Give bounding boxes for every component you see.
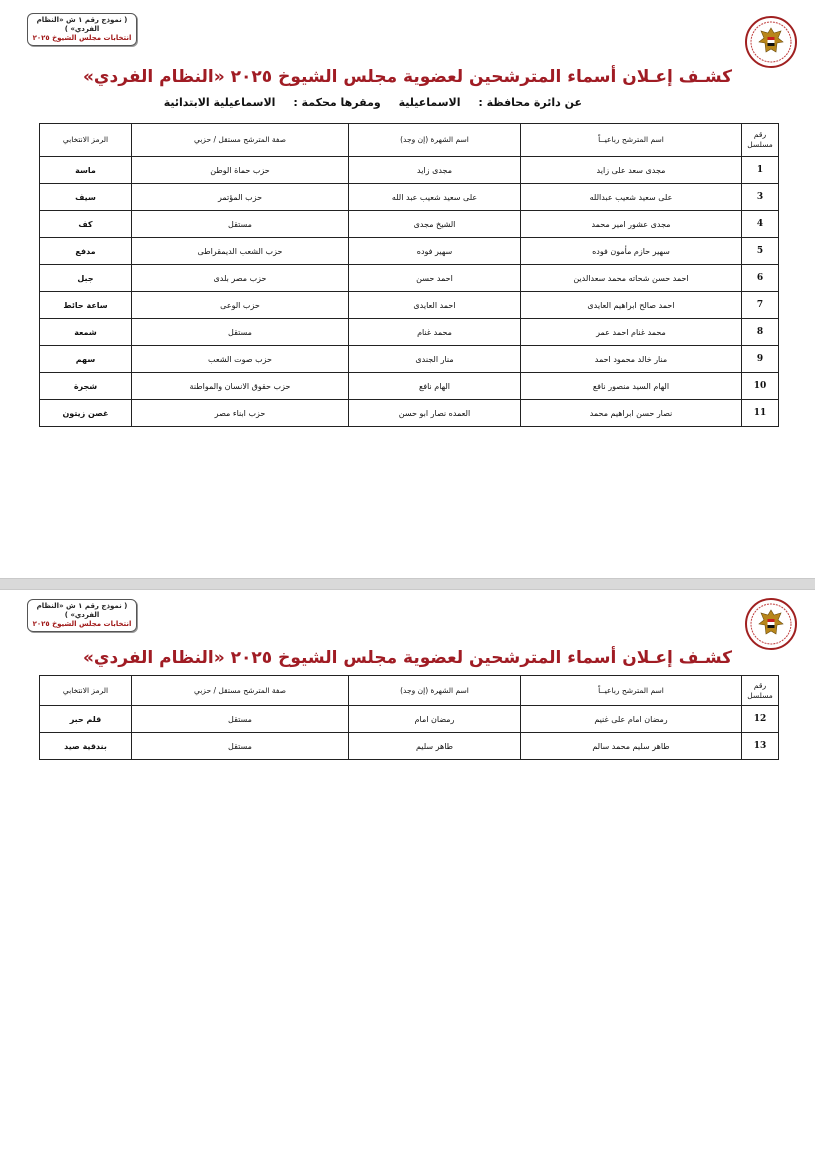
cell-name: مجدى سعد على زايد [521,157,742,184]
cell-status: حزب الشعب الديمقراطى [132,238,349,265]
table-row [40,265,779,292]
cell-nickname: رمضان امام [349,706,521,733]
table-row [40,184,779,211]
cell-status: مستقل [132,733,349,760]
cell-nickname: الهام نافع [349,373,521,400]
cell-status: مستقل [132,706,349,733]
cell-symbol: كف [40,211,132,238]
cell-symbol: قلم حبر [40,706,132,733]
cell-symbol: بندقية صيد [40,733,132,760]
cell-nickname: طاهر سليم [349,733,521,760]
cell-symbol: غصن زيتون [40,400,132,427]
cell-status: حزب ابناء مصر [132,400,349,427]
cell-serial: 13 [742,733,779,760]
table-row [40,292,779,319]
header-symbol: الرمز الانتخابي [40,676,132,706]
court-value: الاسماعيلية الابتدائية [163,96,276,109]
table-header-row [40,124,779,157]
table-row [40,733,779,760]
cell-serial: 11 [742,400,779,427]
cell-name: احمد صالح ابراهيم العايدى [521,292,742,319]
table-row [40,319,779,346]
cell-symbol: شجرة [40,373,132,400]
cell-name: مجدى عشور امير محمد [521,211,742,238]
cell-status: حزب صوت الشعب [132,346,349,373]
cell-serial: 6 [742,265,779,292]
table-row [40,238,779,265]
district-label: عن دائرة محافظة : [478,96,582,109]
cell-serial: 4 [742,211,779,238]
header-serial: رقم مسلسل [742,124,779,157]
table-row [40,400,779,427]
cell-symbol: مدفع [40,238,132,265]
cell-status: حزب حقوق الانسان والمواطنة [132,373,349,400]
cell-symbol: ساعة حائط [40,292,132,319]
table-row [40,373,779,400]
candidates-table [39,675,779,760]
header-nickname: اسم الشهرة (إن وجد) [349,124,521,157]
candidates-table [39,123,779,427]
page-title: كشـف إعـلان أسماء المترشحين لعضوية مجلس الشيوخ ٢٠٢٥ «النظام الفردي» [82,648,733,668]
header-status: صفة المترشح مستقل / حزبي [132,124,349,157]
cell-status: حزب حماة الوطن [132,157,349,184]
district-line [150,96,582,109]
form-label-box [27,599,137,632]
table-header-row [40,676,779,706]
cell-nickname: احمد حسن [349,265,521,292]
cell-serial: 1 [742,157,779,184]
cell-nickname: على سعيد شعيب عبد الله [349,184,521,211]
cell-nickname: الشيخ مجدى [349,211,521,238]
cell-serial: 12 [742,706,779,733]
page-title: كشـف إعـلان أسماء المترشحين لعضوية مجلس الشيوخ ٢٠٢٥ «النظام الفردي» [82,67,733,87]
cell-symbol: جبل [40,265,132,292]
court-label: ومقرها محكمة : [293,96,381,109]
cell-name: محمد غنام احمد عمر [521,319,742,346]
cell-status: حزب المؤتمر [132,184,349,211]
cell-name: سهير حازم مأمون فوده [521,238,742,265]
form-label-box [27,13,137,46]
header-symbol: الرمز الانتخابي [40,124,132,157]
cell-nickname: منار الجندى [349,346,521,373]
district-value: الاسماعيلية [398,96,461,109]
cell-serial: 7 [742,292,779,319]
header-status: صفة المترشح مستقل / حزبي [132,676,349,706]
document-page-2 [0,590,815,1156]
table-row [40,157,779,184]
cell-name: منار خالد محمود احمد [521,346,742,373]
cell-name: احمد حسن شحاته محمد سعدالدين [521,265,742,292]
cell-nickname: احمد العايدى [349,292,521,319]
cell-serial: 3 [742,184,779,211]
cell-name: نصار حسن ابراهيم محمد [521,400,742,427]
egypt-eagle-emblem-icon [745,598,797,650]
form-label-line2: انتخابات مجلس الشيوخ ٢٠٢٥ [32,34,132,42]
egypt-eagle-emblem-icon [745,16,797,68]
cell-status: حزب الوعى [132,292,349,319]
header-nickname: اسم الشهرة (إن وجد) [349,676,521,706]
header-name: اسم المترشح رباعيــاً [521,124,742,157]
table-row [40,346,779,373]
cell-nickname: العمده نصار ابو حسن [349,400,521,427]
cell-serial: 5 [742,238,779,265]
cell-nickname: سهير فوده [349,238,521,265]
cell-serial: 8 [742,319,779,346]
cell-symbol: شمعة [40,319,132,346]
form-label-line1: ( نموذج رقم ١ ش «النظام الفردي» ) [36,16,128,33]
cell-status: حزب مصر بلدى [132,265,349,292]
cell-nickname: محمد غنام [349,319,521,346]
form-label-line2: انتخابات مجلس الشيوخ ٢٠٢٥ [32,620,132,628]
form-label-line1: ( نموذج رقم ١ ش «النظام الفردي» ) [36,602,128,619]
cell-name: الهام السيد منصور نافع [521,373,742,400]
cell-name: على سعيد شعيب عبدالله [521,184,742,211]
cell-symbol: ماسة [40,157,132,184]
cell-symbol: سيف [40,184,132,211]
cell-serial: 10 [742,373,779,400]
cell-symbol: سهم [40,346,132,373]
cell-status: مستقل [132,211,349,238]
cell-name: طاهر سليم محمد سالم [521,733,742,760]
cell-serial: 9 [742,346,779,373]
cell-name: رمضان امام على غنيم [521,706,742,733]
header-serial: رقم مسلسل [742,676,779,706]
table-row [40,211,779,238]
page-separator [0,578,815,590]
cell-status: مستقل [132,319,349,346]
header-name: اسم المترشح رباعيــاً [521,676,742,706]
table-row [40,706,779,733]
cell-nickname: مجدى زايد [349,157,521,184]
